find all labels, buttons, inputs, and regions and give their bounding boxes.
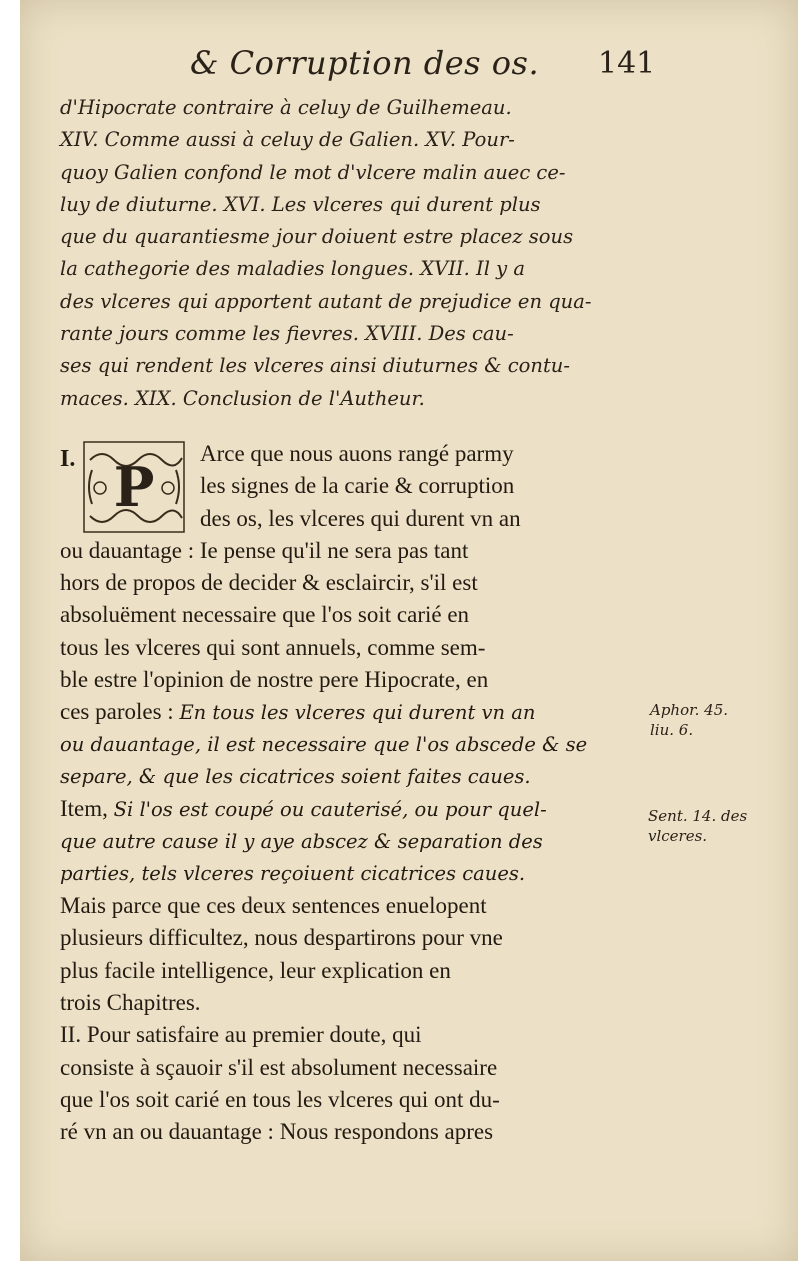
quotation-line: ou dauantage, il est necessaire que l'os abscede & se: [60, 732, 588, 756]
summary-line: la cathegorie des maladies longues. XVII. Il y a: [60, 257, 526, 281]
quotation-line: parties, tels vlceres reçoiuent cicatrices caues.: [60, 861, 526, 885]
text-roman: Item,: [60, 796, 114, 822]
margin-note-sent: [648, 806, 747, 846]
text-line: des os, les vlceres qui durent vn an: [200, 505, 521, 531]
text-line: plusieurs difficultez, nous despartirons pour vne: [60, 925, 503, 951]
text-line: consiste à sçauoir s'il est absolument necessaire: [60, 1054, 498, 1080]
text-line: ou dauantage : Ie pense qu'il ne sera pas tant: [60, 537, 469, 563]
summary-line: rante jours comme les fievres. XVIII. Des cau-: [60, 322, 514, 346]
quotation: En tous les vlceres qui durent vn an: [179, 701, 536, 725]
page-header: [20, 42, 798, 92]
text-roman: ces paroles :: [60, 699, 180, 725]
section-number: I.: [60, 446, 76, 472]
text-line: trois Chapitres.: [60, 990, 201, 1016]
summary-line: des vlceres qui apportent autant de prejudice en qua-: [60, 289, 592, 313]
margin-note-line: liu. 6.: [650, 721, 694, 739]
quotation-line: separe, & que les cicatrices soient faites caues.: [60, 764, 531, 788]
summary-line: luy de diuturne. XVI. Les vlceres qui durent plus: [60, 192, 541, 216]
text-line: hors de propos de decider & esclaircir, s'il est: [60, 570, 478, 596]
text-line: absoluëment necessaire que l'os soit carié en: [60, 602, 470, 628]
summary-line: XIV. Comme aussi à celuy de Galien. XV. Pour-: [60, 128, 515, 152]
margin-note-line: Aphor. 45.: [650, 701, 729, 719]
margin-note-aphor: [650, 700, 728, 740]
book-page: [20, 0, 798, 1261]
text-line: ble estre l'opinion de nostre pere Hipocrate, en: [60, 667, 489, 693]
running-head: & Corruption des os.: [190, 44, 540, 82]
svg-text:P: P: [113, 455, 155, 519]
quotation-line: que autre cause il y aye abscez & separation des: [60, 829, 543, 853]
summary-line: que du quarantiesme jour doiuent estre placez sous: [60, 225, 574, 249]
chapter-summary: [60, 92, 660, 415]
text-line: tous les vlceres qui sont annuels, comme sem-: [60, 634, 486, 660]
summary-line: d'Hipocrate contraire à celuy de Guilhemeau.: [60, 96, 512, 119]
summary-line: ses qui rendent les vlceres ainsi diuturnes & contu-: [60, 354, 570, 378]
text-line: [60, 793, 660, 825]
margin-note-line: Sent. 14. des: [648, 807, 748, 825]
margin-note-line: vlceres.: [648, 827, 708, 845]
text-line: ré vn an ou dauantage : Nous respondons apres: [60, 1119, 494, 1145]
text-line: [60, 696, 660, 728]
text-line: que l'os soit carié en tous les vlceres qui ont du-: [60, 1086, 500, 1112]
quotation: Si l'os est coupé ou cauterisé, ou pour quel-: [113, 798, 547, 822]
summary-line: maces. XIX. Conclusion de l'Autheur.: [60, 386, 425, 410]
text-line: Mais parce que ces deux sentences enuelopent: [60, 893, 487, 919]
text-line: II. Pour satisfaire au premier doute, qui: [60, 1022, 422, 1048]
text-line: plus facile intelligence, leur explication en: [60, 957, 451, 983]
summary-line: quoy Galien confond le mot d'vlcere malin auec ce-: [60, 160, 566, 184]
text-line: les signes de la carie & corruption: [200, 473, 515, 499]
text-line: Arce que nous auons rangé parmy: [200, 441, 514, 466]
page-number: 141: [598, 46, 656, 81]
main-text: [60, 438, 660, 1149]
